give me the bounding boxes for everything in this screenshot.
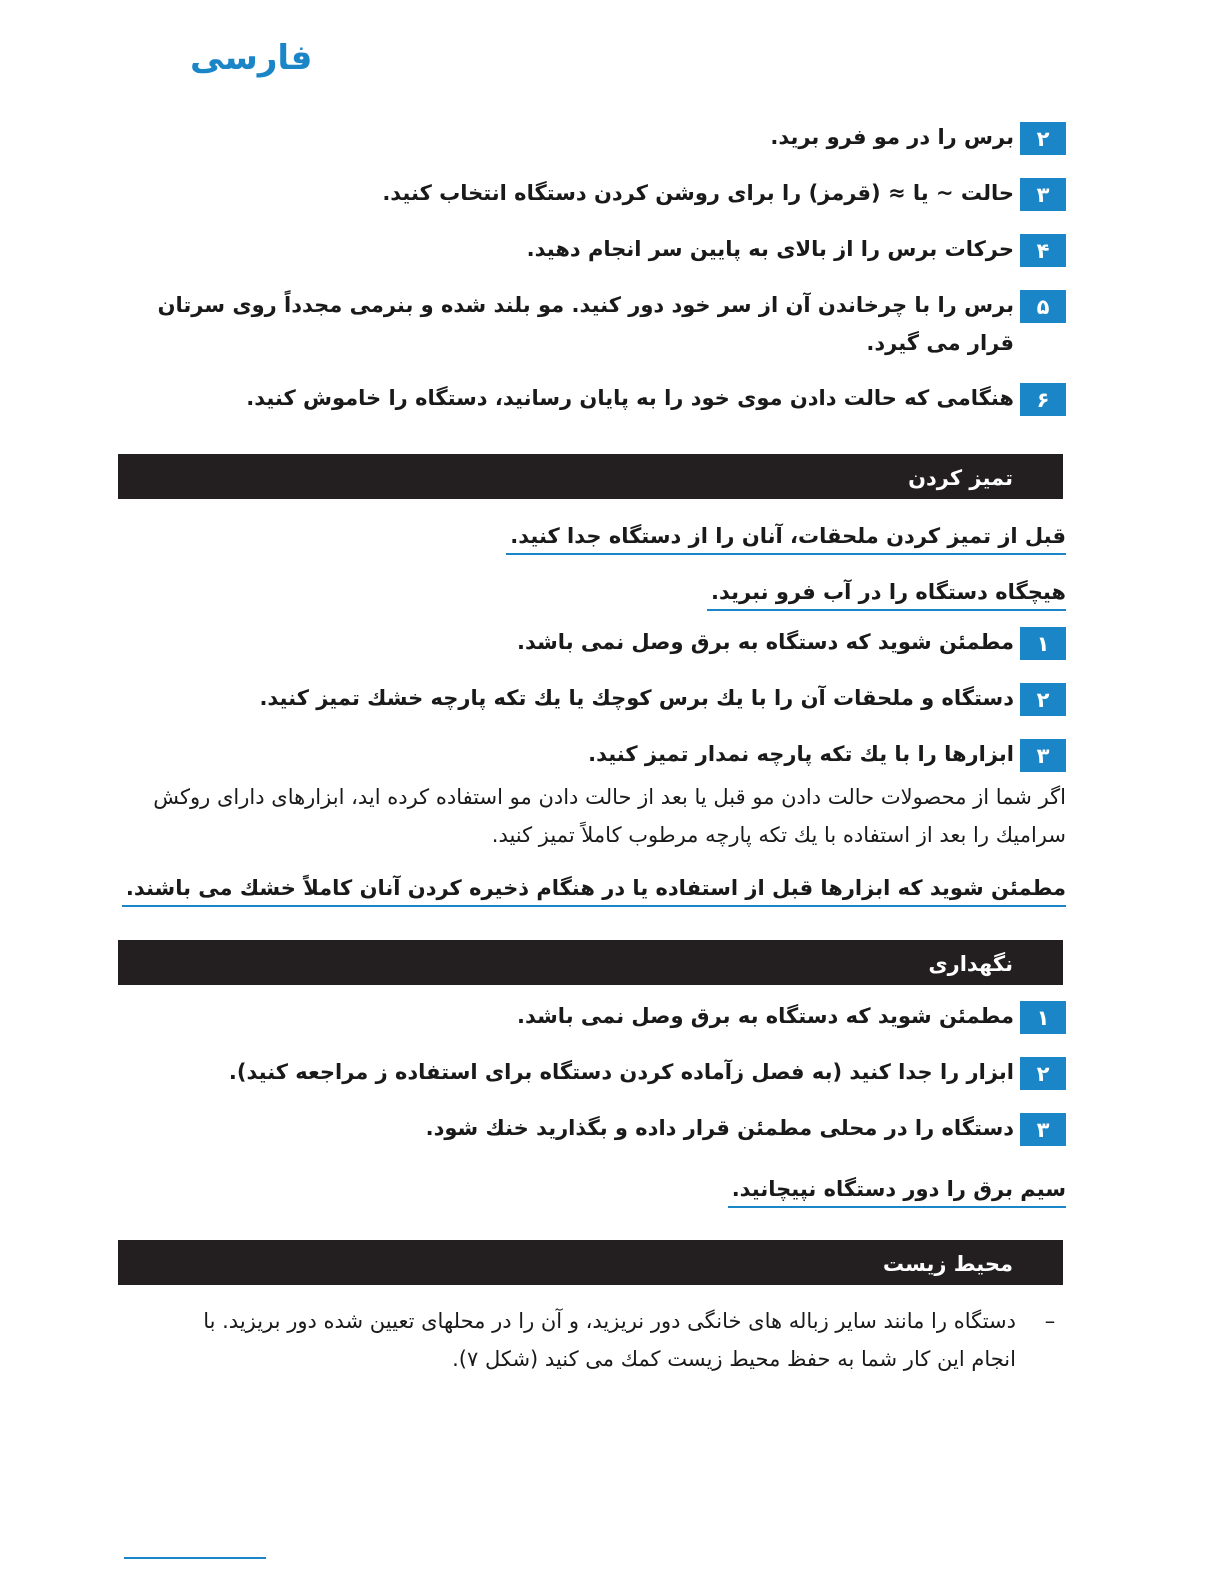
step-number-badge: ۲ — [1020, 683, 1066, 716]
footer-rule — [124, 1557, 266, 1559]
step-text: ابزارها را با یك تکه پارچه نمدار تمیز کنید. — [588, 742, 1014, 766]
environment-text: دستگاه را مانند سایر زباله های خانگی دور نریزید، و آن را در محلهای تعیین شده دور بریزید. با انجام این کار شما به حفظ محیط زیست کمك می کنید (شکل ۷). — [203, 1309, 1016, 1371]
environment-bullet — [180, 1302, 1084, 1378]
step-text: ابزار را جدا کنید (به فصل زآماده کردن دستگاه برای استفاده ز مراجعه کنید). — [228, 1060, 1014, 1084]
section-heading-storage: نگهداری — [118, 940, 1063, 985]
warning-text: مطمئن شوید که ابزارها قبل از استفاده یا در هنگام ذخیره کردن آنان کاملاً خشك می باشند. — [122, 871, 1066, 907]
step-text: دستگاه و ملحقات آن را با یك برس کوچك یا یك تکه پارچه خشك تمیز کنید. — [259, 686, 1014, 710]
cleaning-step-3 — [118, 739, 1066, 773]
cleaning-step-1 — [118, 627, 1066, 661]
styling-step-6 — [118, 383, 1066, 417]
step-number-badge: ۶ — [1020, 383, 1066, 416]
styling-step-2 — [118, 122, 1066, 156]
step-number-badge: ۳ — [1020, 1113, 1066, 1146]
step-number-badge: ۱ — [1020, 627, 1066, 660]
cleaning-warning-dry — [118, 871, 1066, 907]
warning-text: سیم برق را دور دستگاه نپیچانید. — [728, 1172, 1066, 1208]
storage-step-1 — [118, 1001, 1066, 1035]
bullet-dash: – — [1044, 1309, 1056, 1333]
storage-step-2 — [118, 1057, 1066, 1091]
styling-step-3 — [118, 178, 1066, 212]
storage-step-3 — [118, 1113, 1066, 1147]
step-text: دستگاه را در محلی مطمئن قرار داده و بگذارید خنك شود. — [425, 1116, 1014, 1140]
cleaning-warning-detach — [118, 519, 1066, 555]
styling-step-5 — [118, 290, 1066, 362]
step-text: حرکات برس را از بالای به پایین سر انجام دهید. — [526, 237, 1014, 261]
step-number-badge: ۳ — [1020, 739, 1066, 772]
cleaning-step-2 — [118, 683, 1066, 717]
step-number-badge: ۲ — [1020, 122, 1066, 155]
storage-warning-cord — [118, 1172, 1066, 1208]
step-number-badge: ۲ — [1020, 1057, 1066, 1090]
step-number-badge: ۳ — [1020, 178, 1066, 211]
step-number-badge: ۱ — [1020, 1001, 1066, 1034]
styling-step-4 — [118, 234, 1066, 268]
step-text: برس را در مو فرو برید. — [770, 125, 1014, 149]
cleaning-note: اگر شما از محصولات حالت دادن مو قبل یا بعد از حالت دادن مو استفاده کرده اید، ابزارهای دارای روکش سرامیك را بعد از استفاده با یك تکه پارچه مرطوب کاملاً تمیز کنید. — [153, 785, 1066, 847]
section-heading-environment: محیط زیست — [118, 1240, 1063, 1285]
step-number-badge: ۴ — [1020, 234, 1066, 267]
step-text: مطمئن شوید که دستگاه به برق وصل نمی باشد. — [517, 630, 1014, 654]
warning-text: قبل از تمیز کردن ملحقات، آنان را از دستگاه جدا کنید. — [506, 519, 1066, 555]
warning-text: هیچگاه دستگاه را در آب فرو نبرید. — [707, 575, 1066, 611]
step-text: حالت ~ یا ≈ (قرمز) را برای روشن کردن دستگاه انتخاب کنید. — [382, 181, 1014, 205]
language-title: فارسی — [190, 38, 313, 78]
step-text: هنگامی که حالت دادن موی خود را به پایان رسانید، دستگاه را خاموش کنید. — [246, 386, 1014, 410]
step-number-badge: ۵ — [1020, 290, 1066, 323]
step-text: مطمئن شوید که دستگاه به برق وصل نمی باشد. — [517, 1004, 1014, 1028]
step-text: برس را با چرخاندن آن از سر خود دور کنید. مو بلند شده و بنرمی مجدداً روی سرتان قرار می گیرد. — [157, 293, 1014, 355]
cleaning-warning-water — [118, 575, 1066, 611]
section-heading-cleaning: تمیز کردن — [118, 454, 1063, 499]
